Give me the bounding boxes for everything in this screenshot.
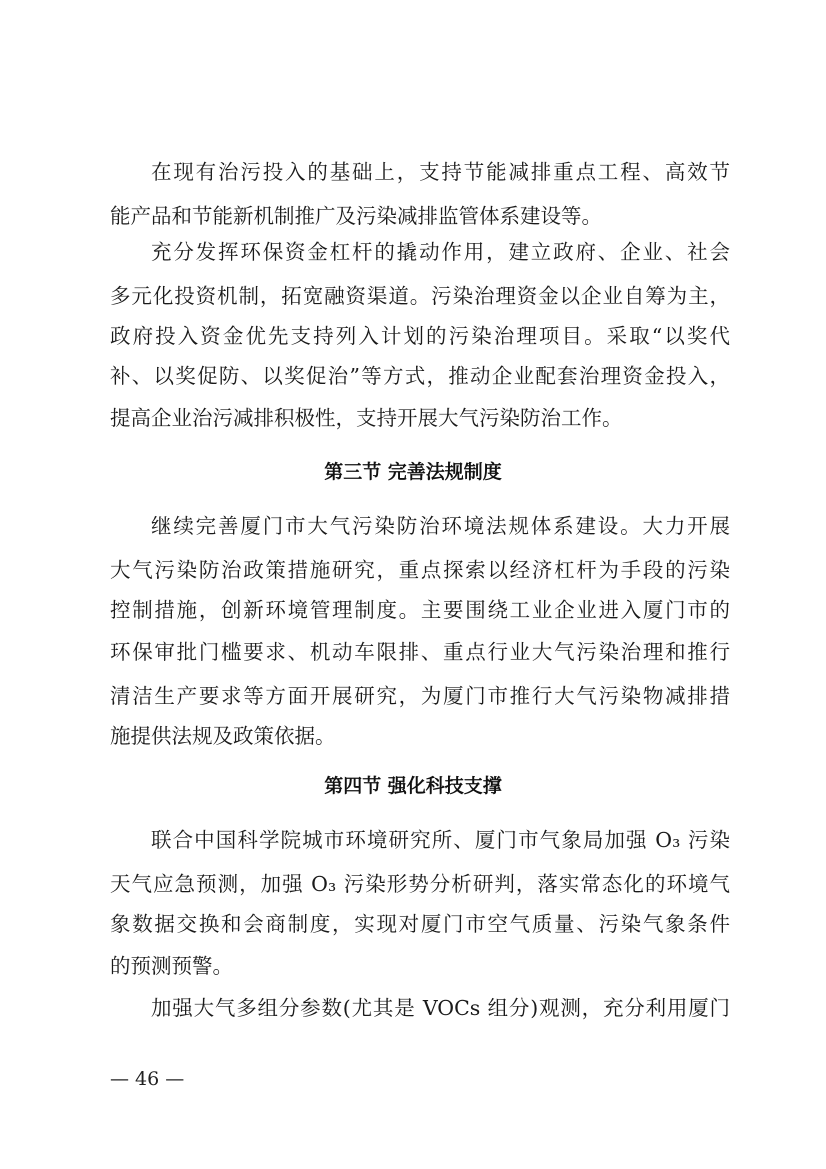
paragraph-line: 清洁生产要求等方面开展研究，为厦门市推行大气污染物减排措	[110, 684, 730, 708]
paragraph-line: 补、以奖促防、以奖促治”等方式，推动企业配套治理资金投入，	[110, 364, 730, 388]
paragraph-line: 能产品和节能新机制推广及污染减排监管体系建设等。	[110, 204, 602, 228]
paragraph-line: 象数据交换和会商制度，实现对厦门市空气质量、污染气象条件	[110, 912, 730, 936]
paragraph-line: 控制措施，创新环境管理制度。主要围绕工业企业进入厦门市的	[110, 598, 730, 622]
paragraph-line: 环保审批门槛要求、机动车限排、重点行业大气污染治理和推行	[110, 640, 730, 664]
paragraph-line: 加强大气多组分参数(尤其是 VOCs 组分)观测，充分利用厦门	[151, 996, 730, 1020]
paragraph-line: 多元化投资机制，拓宽融资渠道。污染治理资金以企业自筹为主，	[110, 284, 730, 308]
paragraph-line: 继续完善厦门市大气污染防治环境法规体系建设。大力开展	[151, 514, 730, 538]
section-heading: 第三节 完善法规制度	[324, 461, 502, 483]
paragraph-line: 天气应急预测，加强 O₃ 污染形势分析研判，落实常态化的环境气	[110, 872, 730, 896]
paragraph-line: 在现有治污投入的基础上，支持节能减排重点工程、高效节	[151, 160, 730, 184]
paragraph-line: 施提供法规及政策依据。	[110, 724, 336, 748]
section-heading: 第四节 强化科技支撑	[324, 775, 502, 797]
paragraph-line: 大气污染防治政策措施研究，重点探索以经济杠杆为手段的污染	[110, 558, 730, 582]
paragraph-line: 提高企业治污减排积极性，支持开展大气污染防治工作。	[110, 406, 623, 430]
paragraph-line: 的预测预警。	[110, 954, 233, 978]
paragraph-line: 政府投入资金优先支持列入计划的污染治理项目。采取“以奖代	[110, 324, 730, 348]
page-number: — 46 —	[110, 1068, 185, 1090]
paragraph-line: 联合中国科学院城市环境研究所、厦门市气象局加强 O₃ 污染	[151, 828, 730, 852]
paragraph-line: 充分发挥环保资金杠杆的撬动作用，建立政府、企业、社会	[151, 240, 730, 264]
